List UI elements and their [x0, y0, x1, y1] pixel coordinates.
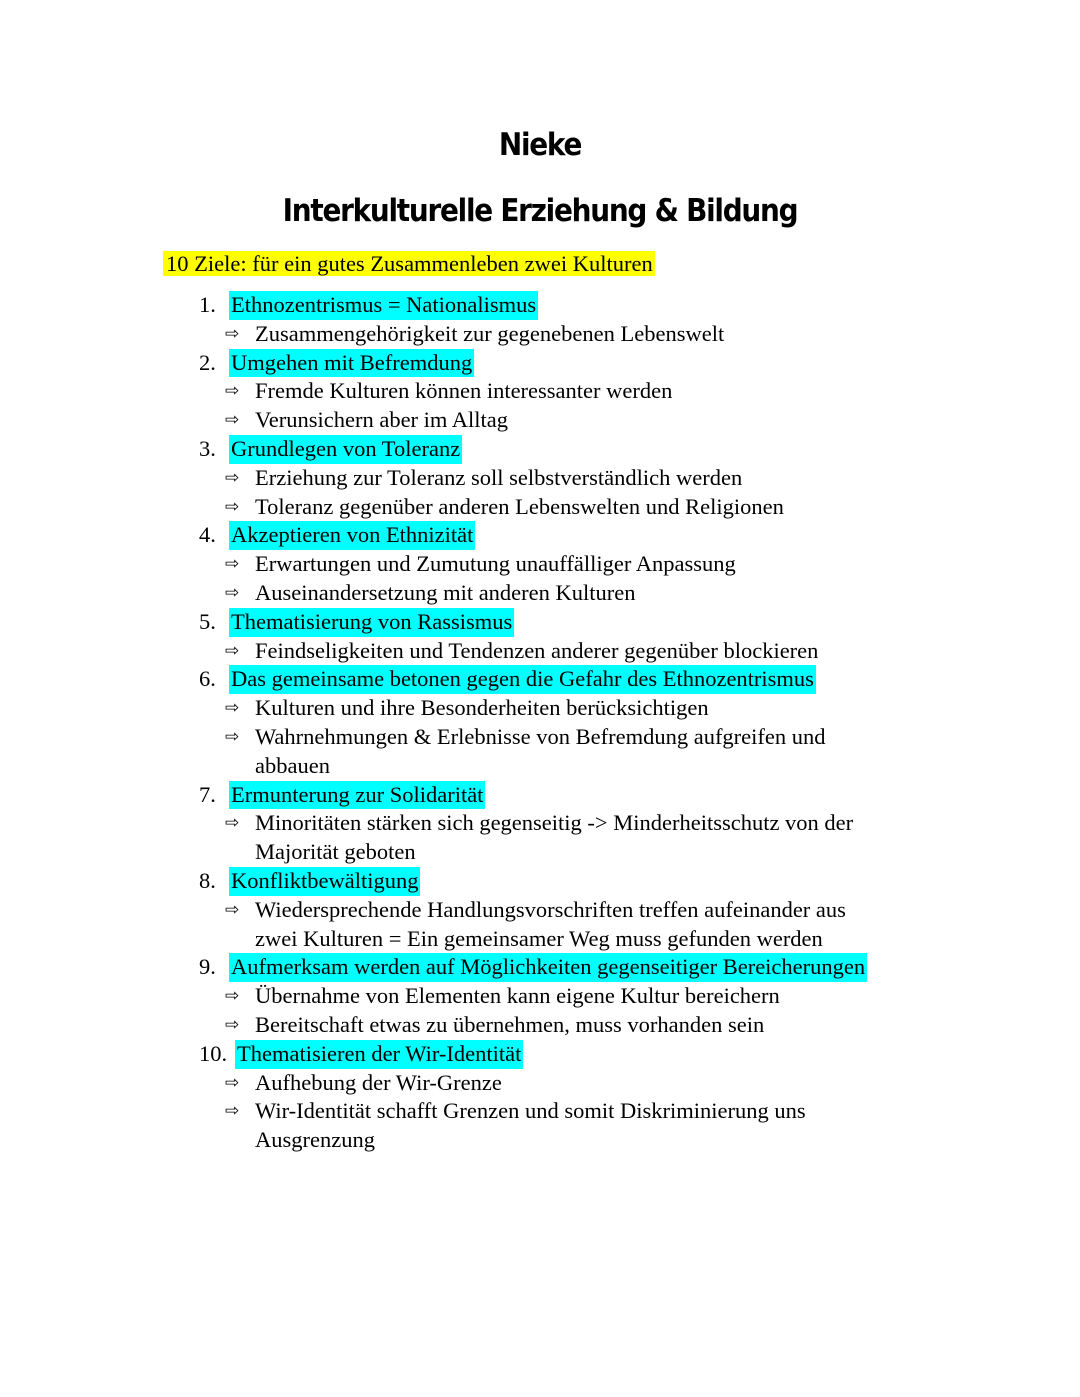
goal-point	[0, 809, 890, 867]
goal-heading	[0, 867, 1080, 896]
goals-list	[0, 291, 1080, 1155]
goal-item	[0, 953, 1080, 1039]
goal-point	[0, 982, 890, 1011]
goal-point-text: Toleranz gegenüber anderen Lebenswelten und Religionen	[255, 493, 784, 519]
goal-number: 5.	[199, 608, 216, 634]
goal-point-text: Wir-Identität schafft Grenzen und somit Diskriminierung uns Ausgrenzung	[255, 1098, 806, 1153]
goal-point	[0, 1097, 890, 1155]
arrow-right-outline-icon: ⇨	[225, 640, 240, 661]
page-subtitle: Interkulturelle Erziehung & Bildung	[282, 193, 798, 229]
arrow-right-outline-icon: ⇨	[225, 1101, 240, 1122]
arrow-right-outline-icon: ⇨	[225, 410, 240, 431]
goal-point-text: Fremde Kulturen können interessanter werden	[255, 378, 673, 404]
goal-title: Das gemeinsame betonen gegen die Gefahr des Ethnozentrismus	[229, 665, 816, 694]
goal-point-text: Zusammengehörigkeit zur gegenebenen Lebenswelt	[255, 320, 725, 346]
goal-title: Ermunterung zur Solidarität	[229, 781, 485, 810]
intro-line	[163, 250, 655, 277]
goal-point	[0, 896, 890, 954]
goal-number: 1.	[199, 292, 216, 317]
goal-heading	[0, 521, 1080, 550]
goal-point	[0, 579, 890, 608]
goal-point-text: Übernahme von Elementen kann eigene Kultur bereichern	[255, 983, 780, 1009]
goal-item	[0, 291, 1080, 349]
goal-item	[0, 1040, 1080, 1155]
goal-number: 2.	[199, 349, 216, 375]
goal-number: 9.	[199, 954, 216, 980]
goal-item	[0, 349, 1080, 435]
goal-point	[0, 550, 890, 579]
goal-title: Umgehen mit Befremdung	[229, 349, 474, 378]
goal-point-text: Kulturen und ihre Besonderheiten berücksichtigen	[255, 695, 709, 721]
goal-item	[0, 665, 1080, 780]
goal-point	[0, 723, 890, 781]
goal-title: Akzeptieren von Ethnizität	[229, 521, 475, 550]
goal-point	[0, 1069, 890, 1098]
goal-title: Aufmerksam werden auf Möglichkeiten gegenseitiger Bereicherungen	[229, 953, 867, 982]
arrow-right-outline-icon: ⇨	[225, 582, 240, 603]
goal-point	[0, 464, 890, 493]
goal-heading	[0, 665, 1080, 694]
goal-point	[0, 1011, 890, 1040]
goal-point-text: Erziehung zur Toleranz soll selbstverständlich werden	[255, 464, 743, 490]
arrow-right-outline-icon: ⇨	[225, 698, 240, 719]
goal-item	[0, 521, 1080, 607]
arrow-right-outline-icon: ⇨	[225, 1072, 240, 1093]
intro-text: 10 Ziele: für ein gutes Zusammenleben zwei Kulturen	[163, 251, 655, 276]
goal-heading	[0, 953, 1080, 982]
arrow-right-outline-icon: ⇨	[225, 323, 240, 344]
goal-point	[0, 694, 890, 723]
arrow-right-outline-icon: ⇨	[225, 986, 240, 1007]
goal-title: Thematisierung von Rassismus	[229, 608, 514, 637]
goal-point-text: Wahrnehmungen & Erlebnisse von Befremdung aufgreifen und abbauen	[255, 723, 826, 778]
goal-heading	[0, 291, 1080, 320]
goal-title: Ethnozentrismus = Nationalismus	[229, 291, 538, 320]
arrow-right-outline-icon: ⇨	[225, 899, 240, 920]
goal-title: Konfliktbewältigung	[229, 867, 420, 896]
goal-number: 3.	[199, 435, 216, 461]
arrow-right-outline-icon: ⇨	[225, 496, 240, 517]
goal-title: Thematisieren der Wir-Identität	[235, 1040, 523, 1069]
arrow-right-outline-icon: ⇨	[225, 726, 240, 747]
arrow-right-outline-icon: ⇨	[225, 1014, 240, 1035]
goal-point-text: Erwartungen und Zumutung unauffälliger Anpassung	[255, 551, 736, 577]
goal-title: Grundlegen von Toleranz	[229, 435, 462, 464]
goal-number: 10.	[199, 1040, 228, 1066]
goal-number: 6.	[199, 666, 216, 692]
goal-point-text: Feindseligkeiten und Tendenzen anderer gegenüber blockieren	[255, 637, 819, 663]
goal-item	[0, 435, 1080, 521]
goal-point	[0, 377, 890, 406]
page-title: Nieke	[498, 127, 582, 163]
goal-heading	[0, 608, 1080, 637]
goal-number: 4.	[199, 522, 216, 548]
goal-point	[0, 637, 890, 666]
goal-item	[0, 781, 1080, 867]
goal-point	[0, 493, 890, 522]
goal-point-text: Minoritäten stärken sich gegenseitig -> Minderheitsschutz von der Majorität geboten	[255, 810, 854, 865]
arrow-right-outline-icon: ⇨	[225, 467, 240, 488]
arrow-right-outline-icon: ⇨	[225, 813, 240, 834]
goal-heading	[0, 781, 1080, 810]
goal-point	[0, 320, 890, 349]
goal-number: 8.	[199, 867, 216, 893]
goal-point	[0, 406, 890, 435]
goal-heading	[0, 349, 1080, 378]
goal-point-text: Verunsichern aber im Alltag	[255, 407, 509, 433]
arrow-right-outline-icon: ⇨	[225, 381, 240, 402]
goal-item	[0, 608, 1080, 666]
goal-point-text: Auseinandersetzung mit anderen Kulturen	[255, 579, 636, 605]
goal-number: 7.	[199, 781, 216, 807]
goal-heading	[0, 1040, 1080, 1069]
arrow-right-outline-icon: ⇨	[225, 554, 240, 575]
goal-heading	[0, 435, 1080, 464]
goal-point-text: Bereitschaft etwas zu übernehmen, muss vorhanden sein	[255, 1011, 765, 1037]
goal-point-text: Aufhebung der Wir-Grenze	[255, 1069, 502, 1095]
goal-item	[0, 867, 1080, 953]
goal-point-text: Wiedersprechende Handlungsvorschriften treffen aufeinander aus zwei Kulturen = Ein gemeinsamer Weg muss gefunden werden	[255, 896, 846, 951]
